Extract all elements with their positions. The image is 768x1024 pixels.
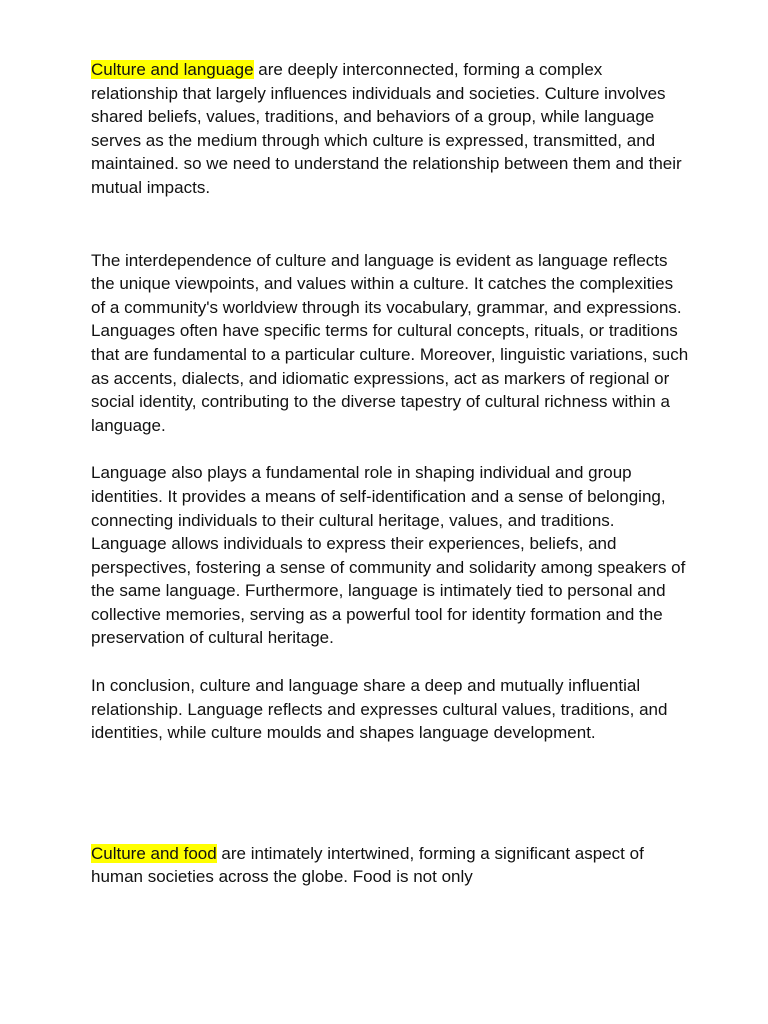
highlighted-phrase: Culture and food: [91, 843, 217, 863]
paragraph-text: are deeply interconnected, forming a complex relationship that largely influences individuals and societies. Culture involves shared beliefs, values, traditions, and behaviors of a group, while language serves as the medium through which culture is expressed, transmitted, and maintained. so we need to understand the relationship between them and their mutual impacts.: [91, 60, 682, 197]
paragraph-culture-language-intro: [91, 58, 691, 200]
paragraph-interdependence: [91, 249, 691, 438]
paragraph-text: In conclusion, culture and language share a deep and mutually influential relationship. Language reflects and expresses cultural values, traditions, and identities, while culture moulds and shapes language development.: [91, 676, 668, 743]
paragraph-conclusion: [91, 674, 691, 745]
paragraph-identity: [91, 461, 691, 650]
paragraph-text: are intimately intertwined, forming a significant aspect of human societies across the globe. Food is not only: [91, 843, 644, 887]
paragraph-culture-food-intro: [91, 842, 691, 889]
paragraph-text: Language also plays a fundamental role in shaping individual and group identities. It provides a means of self-identification and a sense of belonging, connecting individuals to their cultural heritage, values, and traditions. Language allows individuals to express their experiences, beliefs, and perspectives, fostering a sense of community and solidarity among speakers of the same language. Furthermore, language is intimately tied to personal and collective memories, serving as a powerful tool for identity formation and the preservation of cultural heritage.: [91, 463, 686, 648]
highlighted-phrase: Culture and language: [91, 60, 254, 79]
document-page: [91, 58, 691, 889]
paragraph-text: The interdependence of culture and language is evident as language reflects the unique viewpoints, and values within a culture. It catches the complexities of a community's worldview through its vocabulary, grammar, and expressions. Languages often have specific terms for cultural concepts, rituals, or traditions that are fundamental to a particular culture. Moreover, linguistic variations, such as accents, dialects, and idiomatic expressions, act as markers of regional or social identity, contributing to the diverse tapestry of cultural richness within a language.: [91, 250, 689, 435]
